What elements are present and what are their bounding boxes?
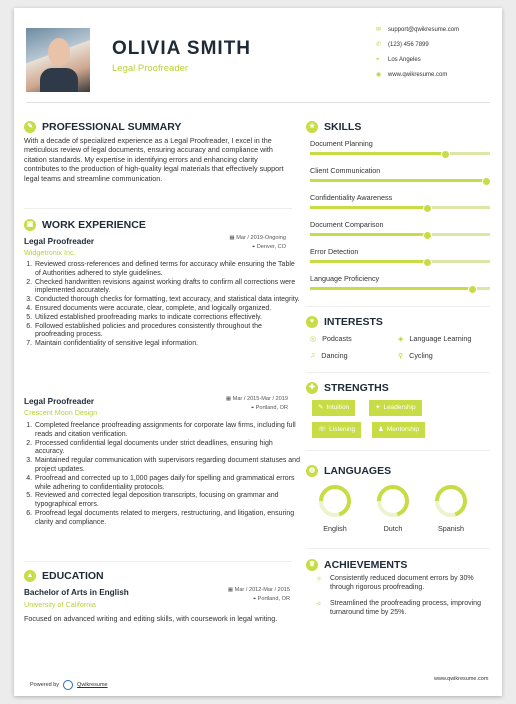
skill-label: Error Detection [310,247,359,256]
section-divider [306,450,490,451]
skill-level-bar [310,287,490,290]
skill-level-bar [310,206,490,209]
skill-level-handle [482,177,491,186]
interests-icon: ♥ [306,316,318,328]
achievement-item: ✧ Streamlined the proofreading process, improving turnaround time by 25%. [316,600,481,616]
job-1-title: Legal Proofreader [24,237,95,246]
skill-level-fill [310,260,427,263]
skill-level-bar [310,260,490,263]
globe-icon: ◍ [306,465,318,477]
skill-level-bar [310,179,490,182]
strengths-heading: ✚ STRENGTHS [306,382,389,394]
leadership-icon: ✦ [375,404,381,411]
job-1-company: Widgetronix Inc. [24,248,76,257]
language-label: English [323,524,347,533]
strength-tag: ♟ Mentorship [372,422,425,438]
strengths-icon: ✚ [306,382,318,394]
trophy-icon: ♛ [306,559,318,571]
interest-podcasts: ◎ Podcasts [310,334,352,343]
experience-heading: ▣ WORK EXPERIENCE [24,219,146,231]
strength-tag: ☏ Listening [312,422,361,438]
job-2-bullets [24,422,300,528]
job-2-dates: ▦ Mar / 2015-Mar / 2019 [225,396,288,402]
mentorship-icon: ♟ [378,426,384,433]
section-divider [24,208,292,209]
skill-item [310,220,490,236]
resume-page [14,8,502,696]
skill-level-handle [423,258,432,267]
skill-level-handle [423,204,432,213]
location-icon: ⌖ [252,244,257,250]
skill-label: Document Planning [310,139,373,148]
profile-photo [26,28,90,92]
list-item: 7. Maintain confidentiality of sensitive legal information. [34,340,300,349]
interest-language-learning: ◈ Language Learning [398,334,472,343]
interest-cycling: ⚲ Cycling [398,351,433,360]
achievement-item: ✧ Consistently reduced document errors by 30% through rigorous proofreading. [316,575,474,591]
list-item: 4. Ensured documents were accurate, clear, complete, and logically organized. [34,305,300,314]
summary-heading: ✎ PROFESSIONAL SUMMARY [24,121,181,133]
footer-brand-link[interactable]: Qwikresume [77,682,108,688]
candidate-name: OLIVIA SMITH [112,38,252,59]
education-heading: ▲ EDUCATION [24,570,104,582]
education-location: ⌖ Portland, OR [252,596,290,602]
briefcase-icon: ▣ [24,219,36,231]
skill-item [310,193,490,209]
award-icon: ✧ [316,576,322,583]
skill-level-bar [310,233,490,236]
education-text: Focused on advanced writing and editing skills, with coursework in legal writing. [24,614,278,623]
list-item: 1. Completed freelance proofreading assignments for corporate law firms, including full reads and citation verification. [34,422,300,440]
summary-icon: ✎ [24,121,36,133]
summary-text: With a decade of specialized experience as a Legal Proofreader, I excel in the meticulous review of legal documents, ensuring accuracy and compliance with citation standards. My expertise in identifying errors and enhancing clarity contributes to the production of high-quality legal materials that effectively support legal teams and streamline communication. [24,136,284,183]
section-divider [306,548,490,549]
interests-heading: ♥ INTERESTS [306,316,383,328]
skill-level-handle [441,150,450,159]
education-school: University of California [24,600,96,609]
language-gauge [318,484,352,518]
location-icon: ⌖ [252,596,258,602]
strength-tag: ✎ Intuition [312,400,355,416]
job-2-company: Crescent Moon Design [24,408,98,417]
section-divider [24,561,292,562]
language-gauge [434,484,468,518]
job-2-meta [198,395,288,413]
skill-level-fill [310,206,427,209]
strength-tag: ✦ Leadership [369,400,422,416]
skill-label: Client Communication [310,166,381,175]
language-gauge [376,484,410,518]
header-divider [26,102,490,103]
listening-icon: ☏ [318,426,327,433]
web-icon: ◉ [376,71,382,78]
education-degree: Bachelor of Arts in English [24,588,129,597]
language-label: Spanish [438,524,464,533]
contact-website[interactable]: ◉ www.qwikresume.com [376,71,448,78]
calendar-icon: ▦ [225,396,233,402]
language-item [368,484,418,533]
qwikresume-logo-icon [63,680,73,690]
skill-item [310,274,490,290]
list-item: 3. Conducted thorough checks for formatting, text accuracy, and statistical data integrity. [34,296,300,305]
music-icon: ♫ [310,352,316,359]
job-2-title: Legal Proofreader [24,397,95,406]
calendar-icon: ▦ [229,235,237,241]
skill-item [310,139,490,155]
list-item: 6. Proofread legal documents related to mergers, restructuring, and litigation, ensuring clarity and compliance. [34,510,300,528]
skill-item [310,247,490,263]
language-item [310,484,360,533]
skills-icon: ★ [306,121,318,133]
award-icon: ✧ [316,601,322,608]
candidate-role: Legal Proofreader [112,63,189,74]
section-divider [306,306,490,307]
skills-heading: ★ SKILLS [306,121,361,133]
contact-block [376,22,459,82]
list-item: 5. Utilized established proofreading marks to indicate corrections effectively. [34,314,300,323]
job-2-location: ⌖ Portland, OR [250,405,288,411]
email-icon: ✉ [376,26,382,33]
bicycle-icon: ⚲ [398,352,404,360]
job-1-meta [196,234,286,252]
skill-level-fill [310,152,445,155]
location-icon: ⌖ [250,405,256,411]
list-item: 4. Proofread and corrected up to 1,000 pages daily for spelling and grammatical errors while adhering to confidentiality protocols. [34,475,300,493]
list-item: 2. Checked handwritten revisions against working drafts to confirm all corrections were implemented accurately. [34,279,300,297]
language-label: Dutch [383,524,403,533]
skill-level-fill [310,287,472,290]
list-item: 1. Reviewed cross-references and defined terms for accuracy while ensuring the Table of Authorities adhered to style guidelines. [34,261,300,279]
interest-dancing: ♫ Dancing [310,351,348,360]
list-item: 5. Reviewed and corrected legal deposition transcripts, focusing on grammar and typographical errors. [34,492,300,510]
education-dates: ▦ Mar / 2012-Mar / 2015 [227,587,290,593]
footer-url[interactable]: www.qwikresume.com [434,676,489,682]
intuition-icon: ✎ [318,404,324,411]
skill-level-bar [310,152,490,155]
skill-level-fill [310,179,490,182]
skill-label: Language Proficiency [310,274,380,283]
calendar-icon: ▦ [227,587,235,593]
language-item [426,484,476,533]
education-meta [200,586,290,604]
job-1-dates: ▦ Mar / 2019-Ongoing [229,235,286,241]
skill-label: Confidentiality Awareness [310,193,393,202]
phone-icon: ✆ [376,41,382,48]
skill-level-handle [468,285,477,294]
skill-label: Document Comparison [310,220,384,229]
job-1-bullets [24,261,300,349]
skill-level-handle [423,231,432,240]
location-icon: ⌖ [376,56,380,63]
skill-level-fill [310,233,427,236]
contact-phone[interactable]: ✆ (123) 456 7899 [376,41,429,48]
list-item: 3. Maintained regular communication with supervisors regarding document statuses and project updates. [34,457,300,475]
podcast-icon: ◎ [310,335,317,343]
achievements-heading: ♛ ACHIEVEMENTS [306,559,407,571]
skill-item [310,166,490,182]
contact-email[interactable]: ✉ support@qwikresume.com [376,26,460,33]
footer-powered: Powered by Qwikresume [30,682,108,688]
languages-heading: ◍ LANGUAGES [306,465,391,477]
list-item: 2. Processed confidential legal documents under strict deadlines, ensuring high accuracy. [34,440,300,458]
contact-location: ⌖ Los Angeles [376,56,421,63]
list-item: 6. Followed established policies and procedures consistently throughout the proofreading process. [34,323,300,341]
job-1-location: ⌖ Denver, CO [252,244,286,250]
section-divider [306,372,490,373]
language-icon: ◈ [398,335,404,343]
graduation-cap-icon: ▲ [24,570,36,582]
